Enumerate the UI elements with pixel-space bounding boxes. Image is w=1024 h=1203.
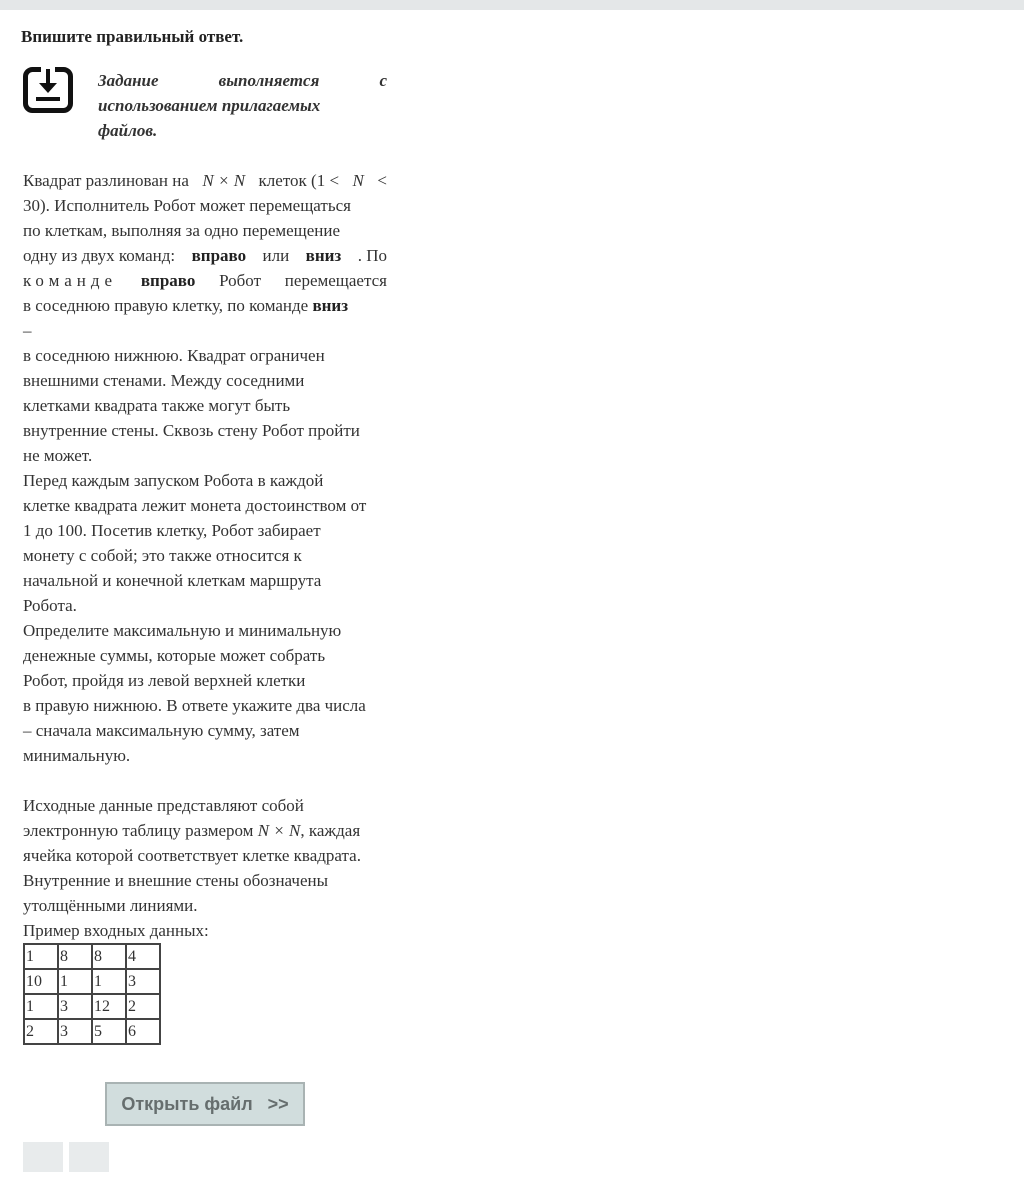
open-file-button[interactable] xyxy=(105,1082,305,1126)
table-cell: 3 xyxy=(58,994,92,1019)
instruction-heading: Впишите правильный ответ. xyxy=(21,27,244,46)
attachment-note-word: с xyxy=(379,71,387,90)
table-cell: 8 xyxy=(58,944,92,969)
answer-placeholder-2[interactable] xyxy=(69,1142,109,1172)
table-cell: 4 xyxy=(126,944,160,969)
text-line: начальной и конечной клеткам маршрута xyxy=(23,571,322,590)
text-line: одну из двух команд: вправо или вниз . По xyxy=(23,246,387,265)
text-line: внешними стенами. Между соседними xyxy=(23,371,305,390)
task-paragraph-2 xyxy=(23,468,387,618)
text-line: в соседнюю правую клетку, по команде вниз xyxy=(23,296,349,315)
table-cell: 1 xyxy=(24,944,58,969)
text-line: утолщёнными линиями. xyxy=(23,896,198,915)
text-line: Определите максимальную и минимальную xyxy=(23,621,342,640)
attachment-note xyxy=(98,68,387,143)
text-line: электронную таблицу размером N × N , каждая xyxy=(23,821,361,840)
task-paragraph-3 xyxy=(23,618,387,768)
attachment-note-line-2: использованием прилагаемых xyxy=(98,96,321,115)
top-bar xyxy=(0,0,1024,10)
attachment-note-word: выполняется xyxy=(218,71,320,90)
text-line: – xyxy=(23,321,32,340)
table-cell: 2 xyxy=(24,1019,58,1044)
table-row xyxy=(24,994,160,1019)
table-cell: 6 xyxy=(126,1019,160,1044)
attachment-note-line-3: файлов. xyxy=(98,121,158,140)
text-line: внутренние стены. Сквозь стену Робот пройти xyxy=(23,421,360,440)
text-line: в правую нижнюю. В ответе укажите два числа xyxy=(23,696,366,715)
text-line: – сначала максимальную сумму, затем xyxy=(23,721,300,740)
task-paragraph-1 xyxy=(23,168,387,468)
text-line: в соседнюю нижнюю. Квадрат ограничен xyxy=(23,346,325,365)
text-line: Исходные данные представляют собой xyxy=(23,796,304,815)
text-line: клетке квадрата лежит монета достоинством от xyxy=(23,496,367,515)
text-line: минимальную. xyxy=(23,746,131,765)
table-cell: 1 xyxy=(58,969,92,994)
table-cell: 3 xyxy=(58,1019,92,1044)
answer-placeholder-1[interactable] xyxy=(23,1142,63,1172)
text-line: по клеткам, выполняя за одно перемещение xyxy=(23,221,341,240)
text-line: Квадрат разлинован на N × N клеток (1 < N < xyxy=(23,171,387,190)
table-cell: 2 xyxy=(126,994,160,1019)
attachment-note-word: Задание xyxy=(98,71,159,90)
table-cell: 12 xyxy=(92,994,126,1019)
table-cell: 8 xyxy=(92,944,126,969)
table-cell: 5 xyxy=(92,1019,126,1044)
text-line: Робот, пройдя из левой верхней клетки xyxy=(23,671,306,690)
open-file-button-label: Открыть файл >> xyxy=(121,1093,289,1114)
table-row xyxy=(24,1019,160,1044)
table-cell: 10 xyxy=(24,969,58,994)
text-line: Внутренние и внешние стены обозначены xyxy=(23,871,329,890)
download-icon[interactable] xyxy=(23,67,73,113)
text-line: Пример входных данных: xyxy=(23,921,209,940)
text-line: ячейка которой соответствует клетке квадрата. xyxy=(23,846,361,865)
text-line: монету с собой; это также относится к xyxy=(23,546,302,565)
text-line: 30). Исполнитель Робот может перемещаться xyxy=(23,196,351,215)
text-line: 1 до 100. Посетив клетку, Робот забирает xyxy=(23,521,321,540)
text-line: Робота. xyxy=(23,596,77,615)
task-paragraph-4 xyxy=(23,793,387,943)
table-row xyxy=(24,969,160,994)
table-cell: 1 xyxy=(24,994,58,1019)
example-input-table xyxy=(23,943,161,1045)
text-line: не может. xyxy=(23,446,93,465)
text-line: команде вправо Робот перемещается xyxy=(23,271,387,290)
table-row xyxy=(24,944,160,969)
text-line: Перед каждым запуском Робота в каждой xyxy=(23,471,324,490)
table-cell: 1 xyxy=(92,969,126,994)
attachment-note-line-1 xyxy=(98,68,387,93)
text-line: денежные суммы, которые может собрать xyxy=(23,646,326,665)
text-line: клетками квадрата также могут быть xyxy=(23,396,291,415)
table-cell: 3 xyxy=(126,969,160,994)
